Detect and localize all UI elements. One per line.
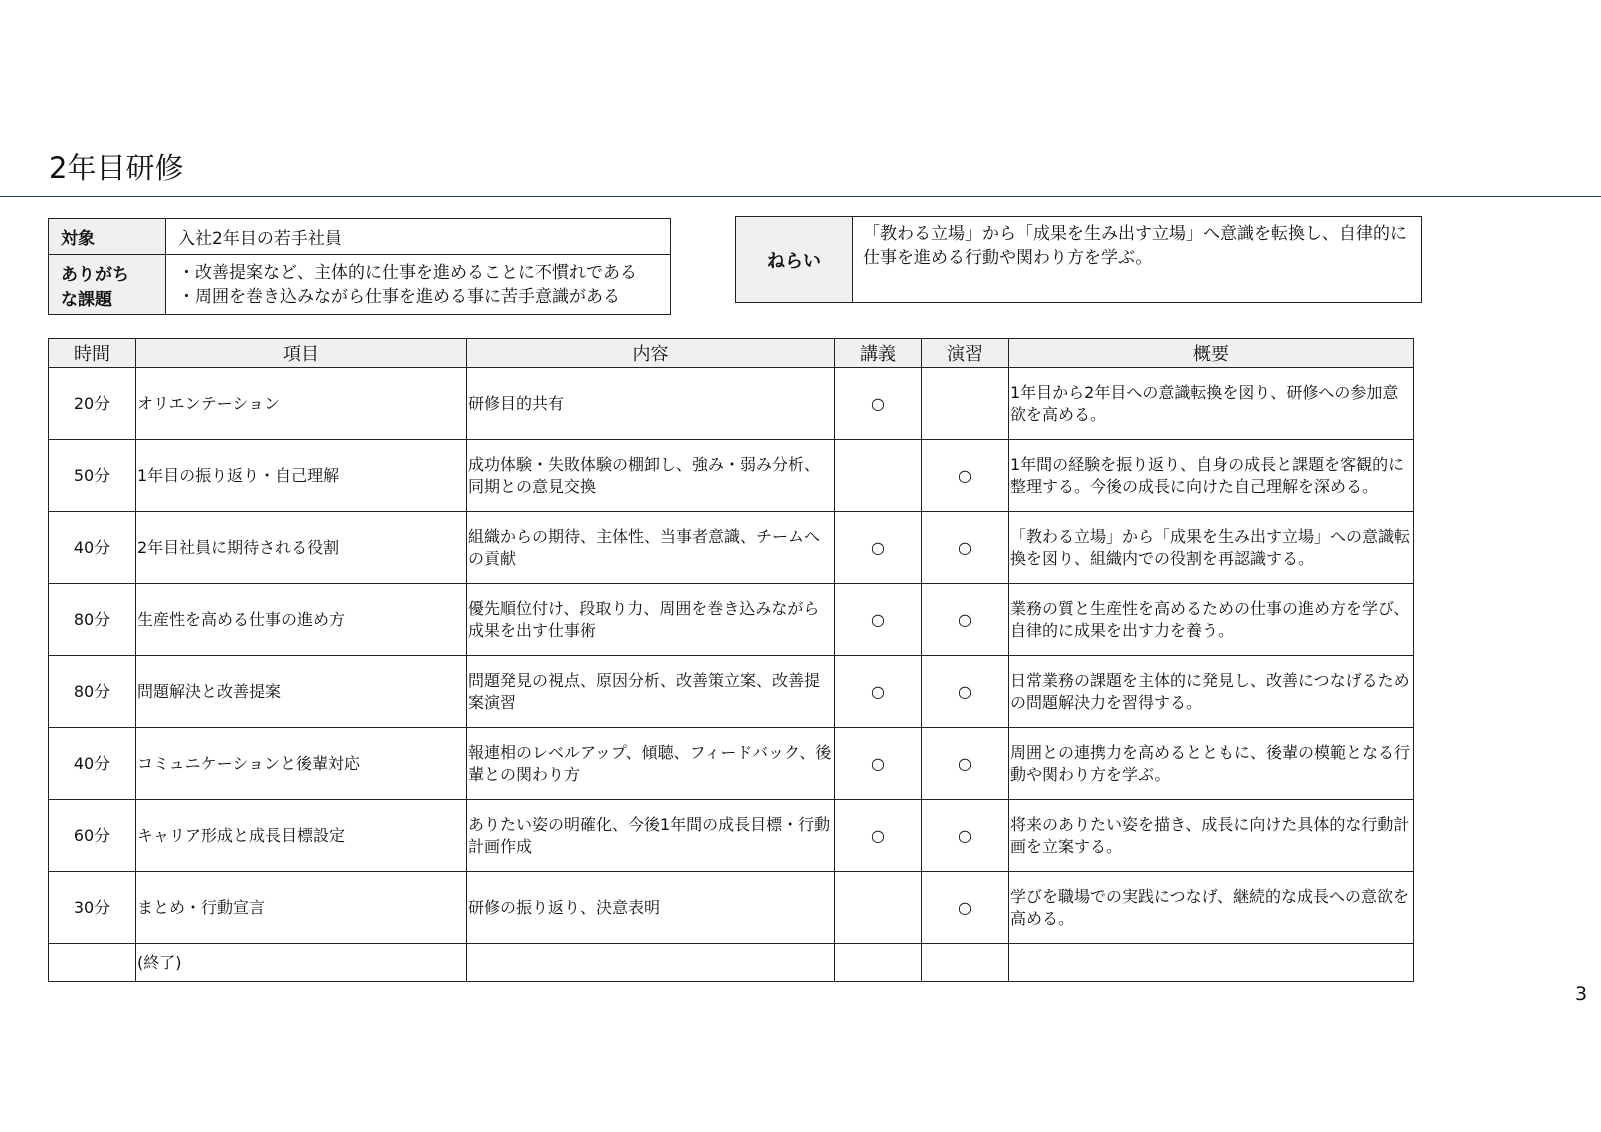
lecture-mark — [835, 440, 922, 512]
schedule-table — [48, 338, 1414, 982]
target-info-table — [48, 218, 671, 315]
content-cell: 問題発見の視点、原因分析、改善策立案、改善提案演習 — [467, 656, 835, 728]
title-divider — [0, 196, 1601, 197]
end-time-cell — [49, 944, 136, 982]
schedule-header-row — [49, 339, 1414, 368]
summary-cell: 業務の質と生産性を高めるための仕事の進め方を学び、自律的に成果を出す力を養う。 — [1009, 584, 1414, 656]
item-cell: 生産性を高める仕事の進め方 — [136, 584, 467, 656]
lecture-mark: ○ — [835, 800, 922, 872]
item-cell: コミュニケーションと後輩対応 — [136, 728, 467, 800]
issues-label-text: ありがち な課題 — [61, 264, 129, 310]
time-cell: 40分 — [49, 728, 136, 800]
exercise-mark — [922, 368, 1009, 440]
lecture-mark: ○ — [835, 512, 922, 584]
empty-cell — [835, 944, 922, 982]
header-time: 時間 — [49, 339, 136, 368]
page-title: 2年目研修 — [49, 151, 184, 185]
empty-cell — [1009, 944, 1414, 982]
header-item: 項目 — [136, 339, 467, 368]
item-cell: まとめ・行動宣言 — [136, 872, 467, 944]
time-cell: 40分 — [49, 512, 136, 584]
table-row — [49, 584, 1414, 656]
end-row — [49, 944, 1414, 982]
lecture-mark: ○ — [835, 656, 922, 728]
empty-cell — [467, 944, 835, 982]
issue-item: ・周囲を巻き込みながら仕事を進める事に苦手意識がある — [178, 286, 620, 307]
exercise-mark: ○ — [922, 512, 1009, 584]
header-content: 内容 — [467, 339, 835, 368]
page-number: 3 — [1575, 983, 1588, 1005]
table-row — [49, 440, 1414, 512]
issue-item: ・改善提案など、主体的に仕事を進めることに不慣れである — [178, 262, 637, 283]
summary-cell: 1年目から2年目への意識転換を図り、研修への参加意欲を高める。 — [1009, 368, 1414, 440]
summary-cell: 周囲との連携力を高めるとともに、後輩の模範となる行動や関わり方を学ぶ。 — [1009, 728, 1414, 800]
time-cell: 80分 — [49, 584, 136, 656]
lecture-mark — [835, 872, 922, 944]
empty-cell — [922, 944, 1009, 982]
table-row — [49, 368, 1414, 440]
time-cell: 20分 — [49, 368, 136, 440]
item-cell: キャリア形成と成長目標設定 — [136, 800, 467, 872]
summary-cell: 日常業務の課題を主体的に発見し、改善につなげるための問題解決力を習得する。 — [1009, 656, 1414, 728]
content-cell: 報連相のレベルアップ、傾聴、フィードバック、後輩との関わり方 — [467, 728, 835, 800]
table-row — [49, 728, 1414, 800]
header-exercise: 演習 — [922, 339, 1009, 368]
header-lecture: 講義 — [835, 339, 922, 368]
time-cell: 80分 — [49, 656, 136, 728]
aim-text: 「教わる立場」から「成果を生み出す立場」へ意識を転換し、自律的に仕事を進める行動や関わり方を学ぶ。 — [853, 217, 1422, 303]
aim-table — [735, 216, 1422, 303]
issues-value — [166, 255, 671, 315]
exercise-mark: ○ — [922, 584, 1009, 656]
issues-label — [49, 255, 166, 315]
table-row — [49, 656, 1414, 728]
lecture-mark: ○ — [835, 728, 922, 800]
exercise-mark: ○ — [922, 656, 1009, 728]
summary-cell: 1年間の経験を振り返り、自身の成長と課題を客観的に整理する。今後の成長に向けた自己理解を深める。 — [1009, 440, 1414, 512]
content-cell: 優先順位付け、段取り力、周囲を巻き込みながら成果を出す仕事術 — [467, 584, 835, 656]
summary-cell: 将来のありたい姿を描き、成長に向けた具体的な行動計画を立案する。 — [1009, 800, 1414, 872]
exercise-mark: ○ — [922, 440, 1009, 512]
exercise-mark: ○ — [922, 872, 1009, 944]
time-cell: 30分 — [49, 872, 136, 944]
item-cell: オリエンテーション — [136, 368, 467, 440]
summary-cell: 「教わる立場」から「成果を生み出す立場」への意識転換を図り、組織内での役割を再認識する。 — [1009, 512, 1414, 584]
table-row — [49, 800, 1414, 872]
target-label: 対象 — [49, 219, 166, 255]
content-cell: 研修の振り返り、決意表明 — [467, 872, 835, 944]
header-summary: 概要 — [1009, 339, 1414, 368]
aim-label: ねらい — [736, 217, 853, 303]
content-cell: 組織からの期待、主体性、当事者意識、チームへの貢献 — [467, 512, 835, 584]
exercise-mark: ○ — [922, 728, 1009, 800]
item-cell: 問題解決と改善提案 — [136, 656, 467, 728]
content-cell: ありたい姿の明確化、今後1年間の成長目標・行動計画作成 — [467, 800, 835, 872]
summary-cell: 学びを職場での実践につなげ、継続的な成長への意欲を高める。 — [1009, 872, 1414, 944]
item-cell: 2年目社員に期待される役割 — [136, 512, 467, 584]
time-cell: 60分 — [49, 800, 136, 872]
exercise-mark: ○ — [922, 800, 1009, 872]
end-label: (終了) — [136, 944, 467, 982]
item-cell: 1年目の振り返り・自己理解 — [136, 440, 467, 512]
time-cell: 50分 — [49, 440, 136, 512]
content-cell: 研修目的共有 — [467, 368, 835, 440]
lecture-mark: ○ — [835, 584, 922, 656]
content-cell: 成功体験・失敗体験の棚卸し、強み・弱み分析、同期との意見交換 — [467, 440, 835, 512]
table-row — [49, 512, 1414, 584]
table-row — [49, 872, 1414, 944]
lecture-mark: ○ — [835, 368, 922, 440]
target-value: 入社2年目の若手社員 — [166, 219, 671, 255]
